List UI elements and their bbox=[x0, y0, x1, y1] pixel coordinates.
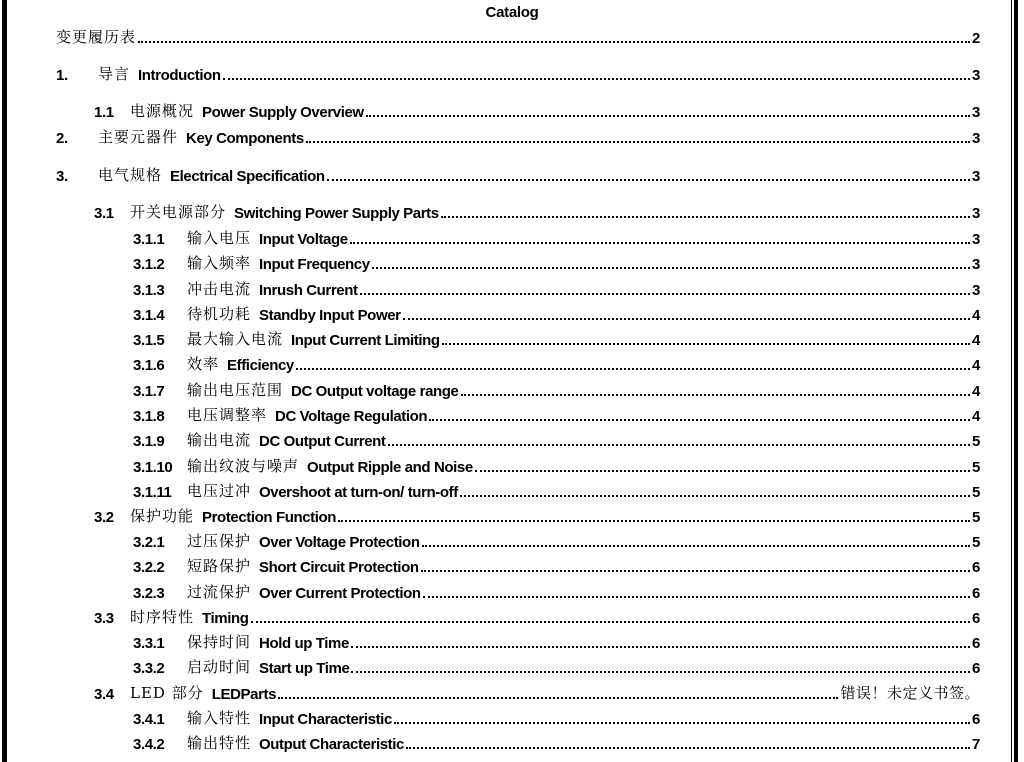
toc-entry-title-zh: 保护功能 bbox=[130, 507, 195, 525]
toc-entry-title-zh: 输入频率 bbox=[187, 254, 252, 272]
toc-entry-title-zh: LED 部分 bbox=[130, 684, 204, 702]
toc-page-number: 6 bbox=[972, 585, 980, 602]
toc-entry-title-en: Protection Function bbox=[202, 509, 337, 526]
toc-dot-leader bbox=[429, 419, 970, 421]
toc-page-number: 5 bbox=[972, 459, 980, 476]
toc-dot-leader bbox=[251, 621, 971, 623]
toc-dot-leader bbox=[461, 394, 971, 396]
toc-page-number: 3 bbox=[972, 104, 980, 121]
toc-dot-leader bbox=[475, 470, 970, 472]
toc-dot-leader bbox=[351, 671, 970, 673]
toc-entry-title-en: DC Voltage Regulation bbox=[275, 408, 428, 425]
toc-entry[interactable] bbox=[133, 253, 980, 273]
toc-entry-title-en: Input Characteristic bbox=[259, 711, 392, 728]
toc-entry-number: 3.2.1 bbox=[133, 534, 165, 551]
toc-entry-number: 3.4.1 bbox=[133, 711, 165, 728]
toc-entry-title-en: DC Output Current bbox=[259, 433, 386, 450]
toc-entry-title-zh: 变更履历表 bbox=[56, 28, 137, 46]
toc-entry-title-zh: 电压过冲 bbox=[187, 482, 252, 500]
toc-entry[interactable] bbox=[133, 481, 980, 501]
toc-entry-title-en: Efficiency bbox=[227, 357, 294, 374]
toc-entry-title-zh: 输出电流 bbox=[187, 431, 252, 449]
toc-page-number: 5 bbox=[972, 433, 980, 450]
toc-entry[interactable] bbox=[94, 506, 980, 526]
toc-entry-number: 3.2 bbox=[94, 509, 114, 526]
toc-dot-leader bbox=[372, 267, 970, 269]
toc-entry-title-en: Input Voltage bbox=[259, 231, 348, 248]
toc-entry-title-en: Introduction bbox=[138, 67, 221, 84]
toc-page-number: 4 bbox=[972, 357, 980, 374]
toc-entry-title-en: Output Characteristic bbox=[259, 736, 404, 753]
toc-page-number: 6 bbox=[972, 711, 980, 728]
toc-page-number: 4 bbox=[972, 332, 980, 349]
toc-entry-title-en: Over Voltage Protection bbox=[259, 534, 420, 551]
toc-entry-number: 3.1.8 bbox=[133, 408, 165, 425]
toc-entry-title-zh: 输出纹波与噪声 bbox=[187, 457, 300, 475]
toc-entry-number: 3.1.11 bbox=[133, 484, 172, 501]
toc-entry[interactable] bbox=[133, 380, 980, 400]
toc-page-number: 3 bbox=[972, 256, 980, 273]
toc-entry-title-en: Switching Power Supply Parts bbox=[234, 205, 439, 222]
toc-dot-leader bbox=[366, 115, 970, 117]
toc-entry-title-zh: 电压调整率 bbox=[187, 406, 268, 424]
toc-page-number: 3 bbox=[972, 282, 980, 299]
toc-entry-title-en: Start up Time bbox=[259, 660, 350, 677]
toc-entry-number: 3. bbox=[56, 168, 68, 185]
toc-page-number: 4 bbox=[972, 408, 980, 425]
toc-page-number: 3 bbox=[972, 205, 980, 222]
toc-entry-title-zh: 待机功耗 bbox=[187, 305, 252, 323]
toc-entry-number: 3.1.2 bbox=[133, 256, 165, 273]
toc-dot-leader bbox=[351, 646, 970, 648]
toc-dot-leader bbox=[441, 216, 970, 218]
toc-entry-title-en: DC Output voltage range bbox=[291, 383, 459, 400]
toc-entry-title-zh: 冲击电流 bbox=[187, 280, 252, 298]
toc-entry[interactable] bbox=[133, 228, 980, 248]
toc-entry-number: 3.2.3 bbox=[133, 585, 165, 602]
toc-entry-number: 3.3.1 bbox=[133, 635, 165, 652]
toc-entry[interactable] bbox=[133, 733, 980, 753]
toc-entry-number: 3.3.2 bbox=[133, 660, 165, 677]
toc-entry-title-en: Input Frequency bbox=[259, 256, 370, 273]
toc-entry-title-zh: 启动时间 bbox=[187, 658, 252, 676]
toc-entry-number: 3.4.2 bbox=[133, 736, 165, 753]
toc-entry[interactable] bbox=[56, 127, 980, 147]
toc-dot-leader bbox=[442, 343, 970, 345]
toc-page-number: 3 bbox=[972, 130, 980, 147]
toc-entry[interactable] bbox=[133, 354, 980, 374]
toc-entry[interactable] bbox=[94, 683, 980, 703]
toc-entry-title-en: Over Current Protection bbox=[259, 585, 421, 602]
toc-entry-title-en: Inrush Current bbox=[259, 282, 358, 299]
toc-entry-title-zh: 输入电压 bbox=[187, 229, 252, 247]
toc-entry-title-en: Overshoot at turn-on/ turn-off bbox=[259, 484, 458, 501]
toc-page-number: 7 bbox=[972, 736, 980, 753]
toc-page-number: 错误！未定义书签。 bbox=[840, 684, 980, 702]
catalog-title: Catalog bbox=[485, 4, 539, 21]
toc-dot-leader bbox=[296, 368, 970, 370]
toc-dot-leader bbox=[338, 520, 970, 522]
toc-entry[interactable] bbox=[133, 329, 980, 349]
toc-entry[interactable] bbox=[94, 202, 980, 222]
toc-page-number: 6 bbox=[972, 559, 980, 576]
toc-entry[interactable] bbox=[133, 556, 980, 576]
toc-entry-title-zh: 保持时间 bbox=[187, 633, 252, 651]
toc-entry-number: 3.1.3 bbox=[133, 282, 165, 299]
toc-entry-number: 3.4 bbox=[94, 686, 114, 703]
toc-page-number: 4 bbox=[972, 307, 980, 324]
toc-entry-number: 2. bbox=[56, 130, 68, 147]
toc-entry[interactable] bbox=[133, 304, 980, 324]
toc-dot-leader bbox=[422, 545, 970, 547]
toc-entry-title-zh: 输出电压范围 bbox=[187, 381, 284, 399]
toc-page-number: 5 bbox=[972, 534, 980, 551]
toc-entry-title-zh: 导言 bbox=[98, 65, 131, 83]
toc-dot-leader bbox=[460, 495, 970, 497]
toc-entry[interactable] bbox=[133, 582, 980, 602]
toc-dot-leader bbox=[403, 318, 970, 320]
toc-entry-title-zh: 电源概况 bbox=[130, 102, 195, 120]
toc-entry-title-en: Input Current Limiting bbox=[291, 332, 440, 349]
toc-entry-number: 3.1.5 bbox=[133, 332, 165, 349]
toc-entry-number: 3.1 bbox=[94, 205, 114, 222]
toc-entry-number: 3.1.9 bbox=[133, 433, 165, 450]
toc-entry[interactable] bbox=[133, 657, 980, 677]
toc-entry-title-zh: 时序特性 bbox=[130, 608, 195, 626]
toc-dot-leader bbox=[388, 444, 971, 446]
toc-entry-title-en: Short Circuit Protection bbox=[259, 559, 419, 576]
toc-entry-number: 3.1.1 bbox=[133, 231, 165, 248]
toc-entry-title-en: Output Ripple and Noise bbox=[307, 459, 473, 476]
toc-entry-title-zh: 最大输入电流 bbox=[187, 330, 284, 348]
toc-entry[interactable] bbox=[133, 456, 980, 476]
toc-entry-title-zh: 输入特性 bbox=[187, 709, 252, 727]
toc-page-number: 5 bbox=[972, 484, 980, 501]
toc-entry[interactable] bbox=[94, 607, 980, 627]
toc-entry-title-zh: 输出特性 bbox=[187, 734, 252, 752]
toc-page-number: 4 bbox=[972, 383, 980, 400]
toc-entry-title-zh: 过压保护 bbox=[187, 532, 252, 550]
toc-entry[interactable] bbox=[133, 531, 980, 551]
toc-entry-title-zh: 短路保护 bbox=[187, 557, 252, 575]
toc-entry[interactable] bbox=[133, 708, 980, 728]
toc-entry[interactable] bbox=[56, 64, 980, 84]
toc-dot-leader bbox=[406, 747, 970, 749]
toc-entry-number: 3.1.4 bbox=[133, 307, 165, 324]
toc-entry[interactable] bbox=[56, 165, 980, 185]
toc-entry-title-en: Electrical Specification bbox=[170, 168, 325, 185]
toc-entry-number: 3.2.2 bbox=[133, 559, 165, 576]
toc-entry-title-en: Timing bbox=[202, 610, 249, 627]
toc-dot-leader bbox=[423, 596, 970, 598]
toc-page-number: 6 bbox=[972, 610, 980, 627]
toc-dot-leader bbox=[278, 697, 838, 699]
toc-entry[interactable] bbox=[133, 632, 980, 652]
toc-entry-number: 1. bbox=[56, 67, 68, 84]
toc-entry-title-zh: 过流保护 bbox=[187, 583, 252, 601]
toc-dot-leader bbox=[394, 722, 970, 724]
toc-entry-number: 3.1.10 bbox=[133, 459, 173, 476]
toc-entry-title-en: LEDParts bbox=[211, 686, 277, 703]
toc-entry[interactable] bbox=[94, 101, 980, 121]
toc-entry-number: 1.1 bbox=[94, 104, 114, 121]
toc-entry-title-en: Hold up Time bbox=[259, 635, 349, 652]
toc-entry[interactable] bbox=[56, 27, 980, 47]
toc-dot-leader bbox=[138, 41, 970, 43]
toc-dot-leader bbox=[360, 293, 970, 295]
toc-dot-leader bbox=[327, 179, 970, 181]
toc-entry-number: 3.1.6 bbox=[133, 357, 165, 374]
toc-page-number: 3 bbox=[972, 231, 980, 248]
toc-dot-leader bbox=[350, 242, 970, 244]
toc-page-number: 6 bbox=[972, 635, 980, 652]
toc-dot-leader bbox=[421, 570, 970, 572]
toc-dot-leader bbox=[306, 141, 970, 143]
toc-entry-number: 3.1.7 bbox=[133, 383, 165, 400]
toc-page-number: 6 bbox=[972, 660, 980, 677]
toc-page-number: 2 bbox=[972, 30, 980, 47]
toc-entry-title-zh: 主要元器件 bbox=[98, 128, 179, 146]
toc-entry[interactable] bbox=[133, 430, 980, 450]
toc-dot-leader bbox=[223, 78, 970, 80]
toc-entry-title-zh: 效率 bbox=[187, 355, 220, 373]
toc-entry-number: 3.3 bbox=[94, 610, 114, 627]
toc-entry-title-en: Key Components bbox=[186, 130, 304, 147]
toc-entry-title-en: Power Supply Overview bbox=[202, 104, 364, 121]
toc-page-number: 3 bbox=[972, 67, 980, 84]
toc-entry-title-en: Standby Input Power bbox=[259, 307, 401, 324]
toc-entry-title-zh: 电气规格 bbox=[98, 166, 163, 184]
toc-entry[interactable] bbox=[133, 279, 980, 299]
toc-entry-title-zh: 开关电源部分 bbox=[130, 203, 227, 221]
toc-page-number: 5 bbox=[972, 509, 980, 526]
toc-entry[interactable] bbox=[133, 405, 980, 425]
toc-page-number: 3 bbox=[972, 168, 980, 185]
